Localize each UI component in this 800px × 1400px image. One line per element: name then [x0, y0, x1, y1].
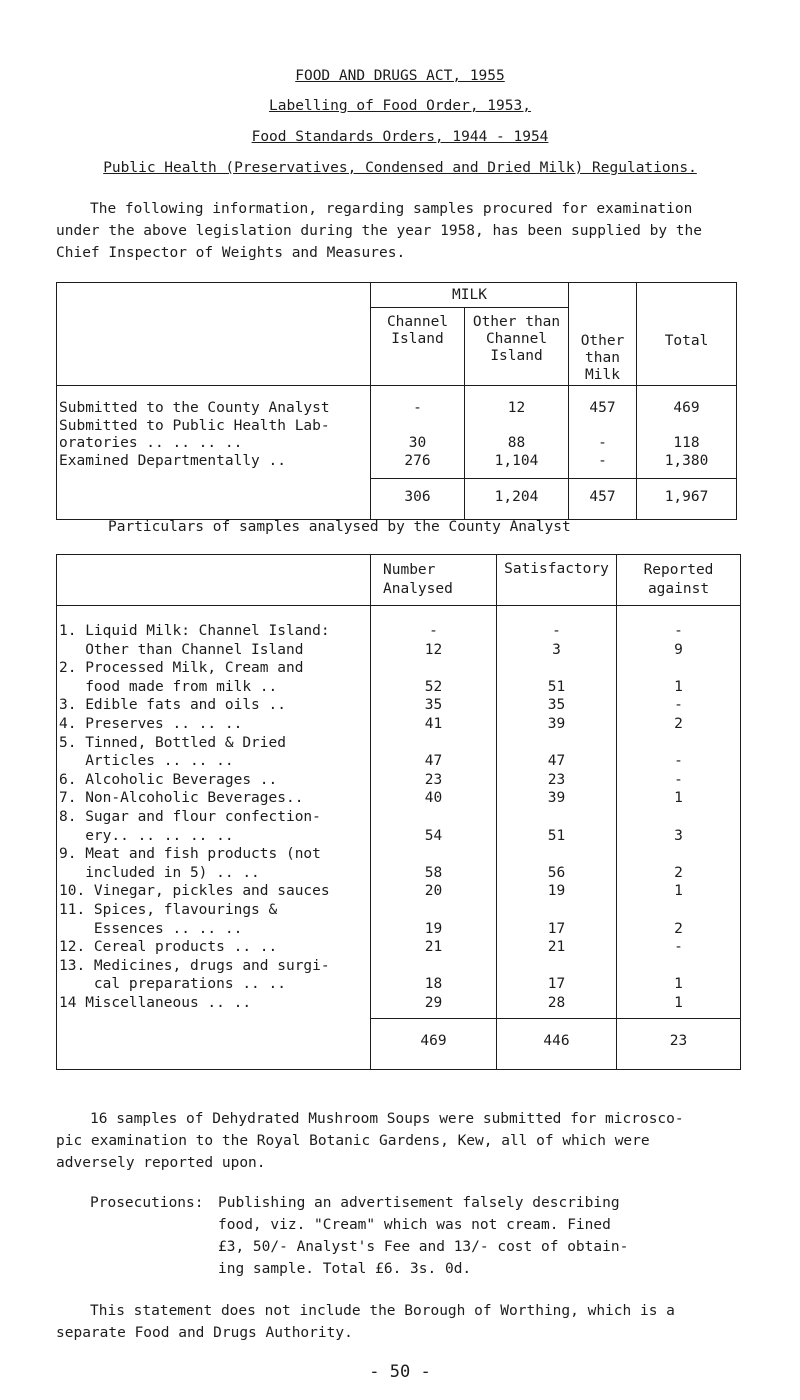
- analyst-row-label: 10. Vinegar, pickles and sauces: [59, 883, 330, 900]
- col-other-ci-l2: Channel: [485, 330, 548, 347]
- analyst-row-value: 20: [424, 883, 443, 900]
- analyst-row-label: food made from milk ..: [59, 678, 278, 695]
- analyst-row-value: [371, 901, 496, 920]
- analyst-row-value: 17: [547, 976, 566, 993]
- prosecutions-line-4: ing sample. Total £6. 3s. 0d.: [218, 1261, 472, 1277]
- mushroom-line-3: adversely reported upon.: [56, 1155, 266, 1171]
- analyst-row-label: 2. Processed Milk, Cream and: [59, 660, 304, 677]
- analyst-row-label: 11. Spices, flavourings &: [59, 901, 278, 918]
- analyst-row-value: [371, 808, 496, 827]
- analyst-row-value: 41: [424, 715, 443, 732]
- analyst-total-satisfactory: 446: [497, 1019, 617, 1070]
- col-total: Total: [637, 283, 737, 386]
- analyst-row-value: [497, 901, 616, 920]
- milk-label-lab-2: oratories .. .. .. ..: [59, 435, 243, 451]
- analyst-row-value: 58: [424, 864, 443, 881]
- mushroom-line-2: pic examination to the Royal Botanic Gardens, Kew, all of which were: [56, 1133, 650, 1149]
- analyst-row-value: 2: [674, 864, 683, 881]
- milk-total-departmental: 1,380: [664, 452, 709, 469]
- analyst-row-value: 1: [674, 883, 683, 900]
- analyst-row-label: 6. Alcoholic Beverages ..: [59, 771, 278, 788]
- analyst-row-value: 9: [674, 641, 683, 658]
- analyst-row-value: 28: [547, 994, 566, 1011]
- mushroom-line-1: 16 samples of Dehydrated Mushroom Soups were submitted for microsco-: [90, 1111, 684, 1127]
- milk-total-values: [637, 386, 737, 479]
- analyst-row-label: 5. Tinned, Bottled & Dried: [59, 734, 286, 751]
- col-other-than-milk-l3: Milk: [585, 367, 620, 383]
- analyst-row-value: 1: [674, 678, 683, 695]
- analyst-row-value: 19: [547, 883, 566, 900]
- analyst-row-value: [371, 659, 496, 678]
- analyst-row-value: 17: [547, 920, 566, 937]
- analyst-row-value: 52: [424, 678, 443, 695]
- analyst-row-value: [497, 808, 616, 827]
- analyst-row-value: [497, 734, 616, 753]
- analyst-row-value: 54: [424, 827, 443, 844]
- analyst-samples-table: [56, 554, 741, 1070]
- milk-label-departmental: Examined Departmentally ..: [59, 452, 286, 469]
- milk-label-lab-1: Submitted to Public Health Lab-: [59, 417, 330, 434]
- milk-ci-analyst: -: [413, 400, 422, 416]
- analyst-row-value: 40: [424, 790, 443, 807]
- analyst-row-label: 1. Liquid Milk: Channel Island:: [59, 623, 330, 639]
- analyst-row-value: -: [674, 771, 683, 788]
- act-heading: [0, 68, 800, 84]
- analyst-row-value: 19: [424, 920, 443, 937]
- standards-title: Food Standards Orders, 1944 - 1954: [251, 129, 549, 145]
- col-reported-l1: Reported: [643, 562, 714, 578]
- milk-other-ci-lab: 88: [507, 435, 526, 451]
- analyst-row-value: -: [674, 623, 683, 639]
- analyst-row-value: -: [674, 753, 683, 770]
- analyst-row-value: [371, 957, 496, 976]
- analyst-row-value: 1: [674, 994, 683, 1011]
- analyst-row-value: [371, 734, 496, 753]
- analyst-row-label: 7. Non-Alcoholic Beverages..: [59, 790, 304, 807]
- analyst-row-value: [617, 957, 740, 976]
- worthing-line-1: This statement does not include the Borough of Worthing, which is a: [90, 1303, 675, 1319]
- milk-total-grand: 1,967: [637, 479, 737, 520]
- analyst-row-value: 23: [547, 771, 566, 788]
- analyst-row-value: 51: [547, 827, 566, 844]
- milk-row-labels: [57, 386, 371, 479]
- analyst-row-value: 12: [424, 641, 443, 658]
- regulations-heading: [0, 160, 800, 176]
- analyst-row-label: 13. Medicines, drugs and surgi-: [59, 957, 330, 974]
- milk-group-header: MILK: [371, 283, 569, 308]
- milk-body-row: [57, 386, 737, 479]
- intro-line-3: Chief Inspector of Weights and Measures.: [56, 245, 406, 261]
- milk-other-ci-analyst: 12: [507, 400, 526, 416]
- prosecutions-label: Prosecutions:: [90, 1195, 204, 1211]
- analyst-row-label: 3. Edible fats and oils ..: [59, 697, 286, 714]
- analyst-row-label: included in 5) .. ..: [59, 864, 260, 881]
- milk-header-row: [57, 283, 737, 308]
- milk-total-analyst: 469: [673, 400, 700, 416]
- analyst-body-row: [57, 606, 741, 1019]
- analyst-satisfactory-values: [497, 606, 617, 1019]
- col-other-ci-l1: Other than: [472, 313, 561, 330]
- milk-total-ci: 306: [371, 479, 465, 520]
- milk-other-milk-analyst: 457: [589, 400, 616, 416]
- page-number: - 50 -: [369, 1362, 431, 1382]
- analyst-row-value: -: [552, 623, 561, 639]
- col-reported-against: [617, 555, 741, 606]
- analyst-row-value: 39: [547, 715, 566, 732]
- analyst-row-value: 47: [424, 753, 443, 770]
- analyst-row-label: 8. Sugar and flour confection-: [59, 808, 321, 825]
- milk-totals-row: [57, 479, 737, 520]
- analyst-row-value: 29: [424, 994, 443, 1011]
- analyst-row-value: 3: [552, 641, 561, 658]
- prosecutions-paragraph: [90, 1192, 790, 1280]
- analyst-row-value: 2: [674, 920, 683, 937]
- analyst-row-value: -: [674, 697, 683, 714]
- milk-corner-cell: [57, 283, 371, 386]
- analyst-totals-row: [57, 1019, 741, 1070]
- analyst-reported-values: [617, 606, 741, 1019]
- analyst-row-label: 14 Miscellaneous .. ..: [59, 994, 252, 1011]
- analyst-row-value: 1: [674, 790, 683, 807]
- milk-other-ci-departmental: 1,104: [494, 452, 539, 469]
- labelling-title: Labelling of Food Order, 1953,: [269, 98, 531, 114]
- milk-other-milk-departmental: -: [598, 452, 607, 469]
- milk-total-lab: 118: [673, 435, 700, 451]
- analyst-row-value: 47: [547, 753, 566, 770]
- milk-label-analyst: Submitted to the County Analyst: [59, 400, 330, 416]
- milk-samples-table: [56, 282, 737, 520]
- prosecutions-line-1: Publishing an advertisement falsely describing: [218, 1195, 620, 1211]
- analyst-row-label: Essences .. .. ..: [59, 920, 243, 937]
- analyst-total-reported: 23: [617, 1019, 741, 1070]
- analyst-row-value: 56: [547, 864, 566, 881]
- analyst-row-value: [371, 845, 496, 864]
- analyst-row-label: cal preparations .. ..: [59, 976, 286, 993]
- milk-ci-departmental: 276: [404, 452, 431, 469]
- analyst-row-value: 3: [674, 827, 683, 844]
- milk-total-other-milk: 457: [569, 479, 637, 520]
- analyst-row-value: 18: [424, 976, 443, 993]
- analyst-row-value: 39: [547, 790, 566, 807]
- worthing-paragraph: [56, 1300, 776, 1344]
- labelling-heading: [0, 98, 800, 114]
- milk-other-ci-values: [465, 386, 569, 479]
- intro-paragraph: [56, 198, 776, 264]
- analyst-row-value: 2: [674, 715, 683, 732]
- analyst-row-value: [617, 808, 740, 827]
- analyst-total-number: 469: [371, 1019, 497, 1070]
- analyst-row-value: [497, 659, 616, 678]
- analyst-row-value: 23: [424, 771, 443, 788]
- analyst-row-value: [617, 901, 740, 920]
- analyst-row-value: 21: [547, 939, 566, 956]
- analyst-row-value: [497, 957, 616, 976]
- standards-heading: [0, 129, 800, 145]
- mushroom-paragraph: [56, 1108, 776, 1174]
- analyst-row-value: [617, 845, 740, 864]
- col-satisfactory: Satisfactory: [497, 555, 617, 606]
- analyst-row-label: 12. Cereal products .. ..: [59, 939, 278, 956]
- analyst-labels: [57, 606, 371, 1019]
- col-reported-l2: against: [647, 581, 710, 597]
- regulations-title: Public Health (Preservatives, Condensed and Dried Milk) Regulations.: [103, 160, 697, 176]
- col-other-ci-l3: Island: [490, 347, 543, 364]
- col-channel-island-l2: Island: [391, 330, 444, 347]
- analyst-row-value: 21: [424, 939, 443, 956]
- milk-ci-values: [371, 386, 465, 479]
- milk-ci-lab: 30: [408, 435, 427, 451]
- analyst-row-value: [617, 734, 740, 753]
- analyst-header-row: [57, 555, 741, 606]
- act-title: FOOD AND DRUGS ACT, 1955: [295, 68, 505, 84]
- analyst-row-label: 4. Preserves .. .. ..: [59, 715, 243, 732]
- analyst-totals-label: [57, 1019, 371, 1070]
- analyst-row-value: 51: [547, 678, 566, 695]
- analyst-row-value: 35: [424, 697, 443, 714]
- intro-line-2: under the above legislation during the year 1958, has been supplied by the: [56, 223, 703, 239]
- analyst-table-caption: Particulars of samples analysed by the County Analyst: [108, 519, 571, 535]
- analyst-number-values: [371, 606, 497, 1019]
- analyst-corner-cell: [57, 555, 371, 606]
- col-other-than-milk-l1: Other: [580, 333, 625, 349]
- col-channel-island: [371, 307, 465, 385]
- milk-other-milk-lab: -: [598, 435, 607, 451]
- milk-other-milk-values: [569, 386, 637, 479]
- analyst-row-value: [497, 845, 616, 864]
- analyst-row-value: [617, 659, 740, 678]
- col-other-than-milk-l2: than: [585, 350, 620, 366]
- analyst-row-value: 35: [547, 697, 566, 714]
- intro-line-1: The following information, regarding samples procured for examination: [90, 201, 693, 217]
- analyst-row-label: Articles .. .. ..: [59, 753, 234, 770]
- col-channel-island-l1: Channel: [386, 313, 449, 330]
- prosecutions-line-3: £3, 50/- Analyst's Fee and 13/- cost of obtain-: [218, 1239, 629, 1255]
- prosecutions-line-2: food, viz. "Cream" which was not cream. Fined: [218, 1217, 611, 1233]
- col-number-analysed: [371, 555, 497, 606]
- col-other-than-milk: [569, 283, 637, 386]
- milk-total-other-ci: 1,204: [465, 479, 569, 520]
- analyst-row-label: Other than Channel Island: [59, 641, 304, 658]
- analyst-row-value: -: [429, 623, 438, 639]
- col-other-than-channel-island: [465, 307, 569, 385]
- col-number-l1: Number: [383, 562, 436, 578]
- milk-totals-label: [57, 479, 371, 520]
- analyst-row-value: 1: [674, 976, 683, 993]
- analyst-row-value: -: [674, 939, 683, 956]
- col-number-l2: Analysed: [383, 581, 453, 597]
- analyst-row-label: ery.. .. .. .. ..: [59, 827, 234, 844]
- worthing-line-2: separate Food and Drugs Authority.: [56, 1325, 353, 1341]
- analyst-row-label: 9. Meat and fish products (not: [59, 846, 321, 863]
